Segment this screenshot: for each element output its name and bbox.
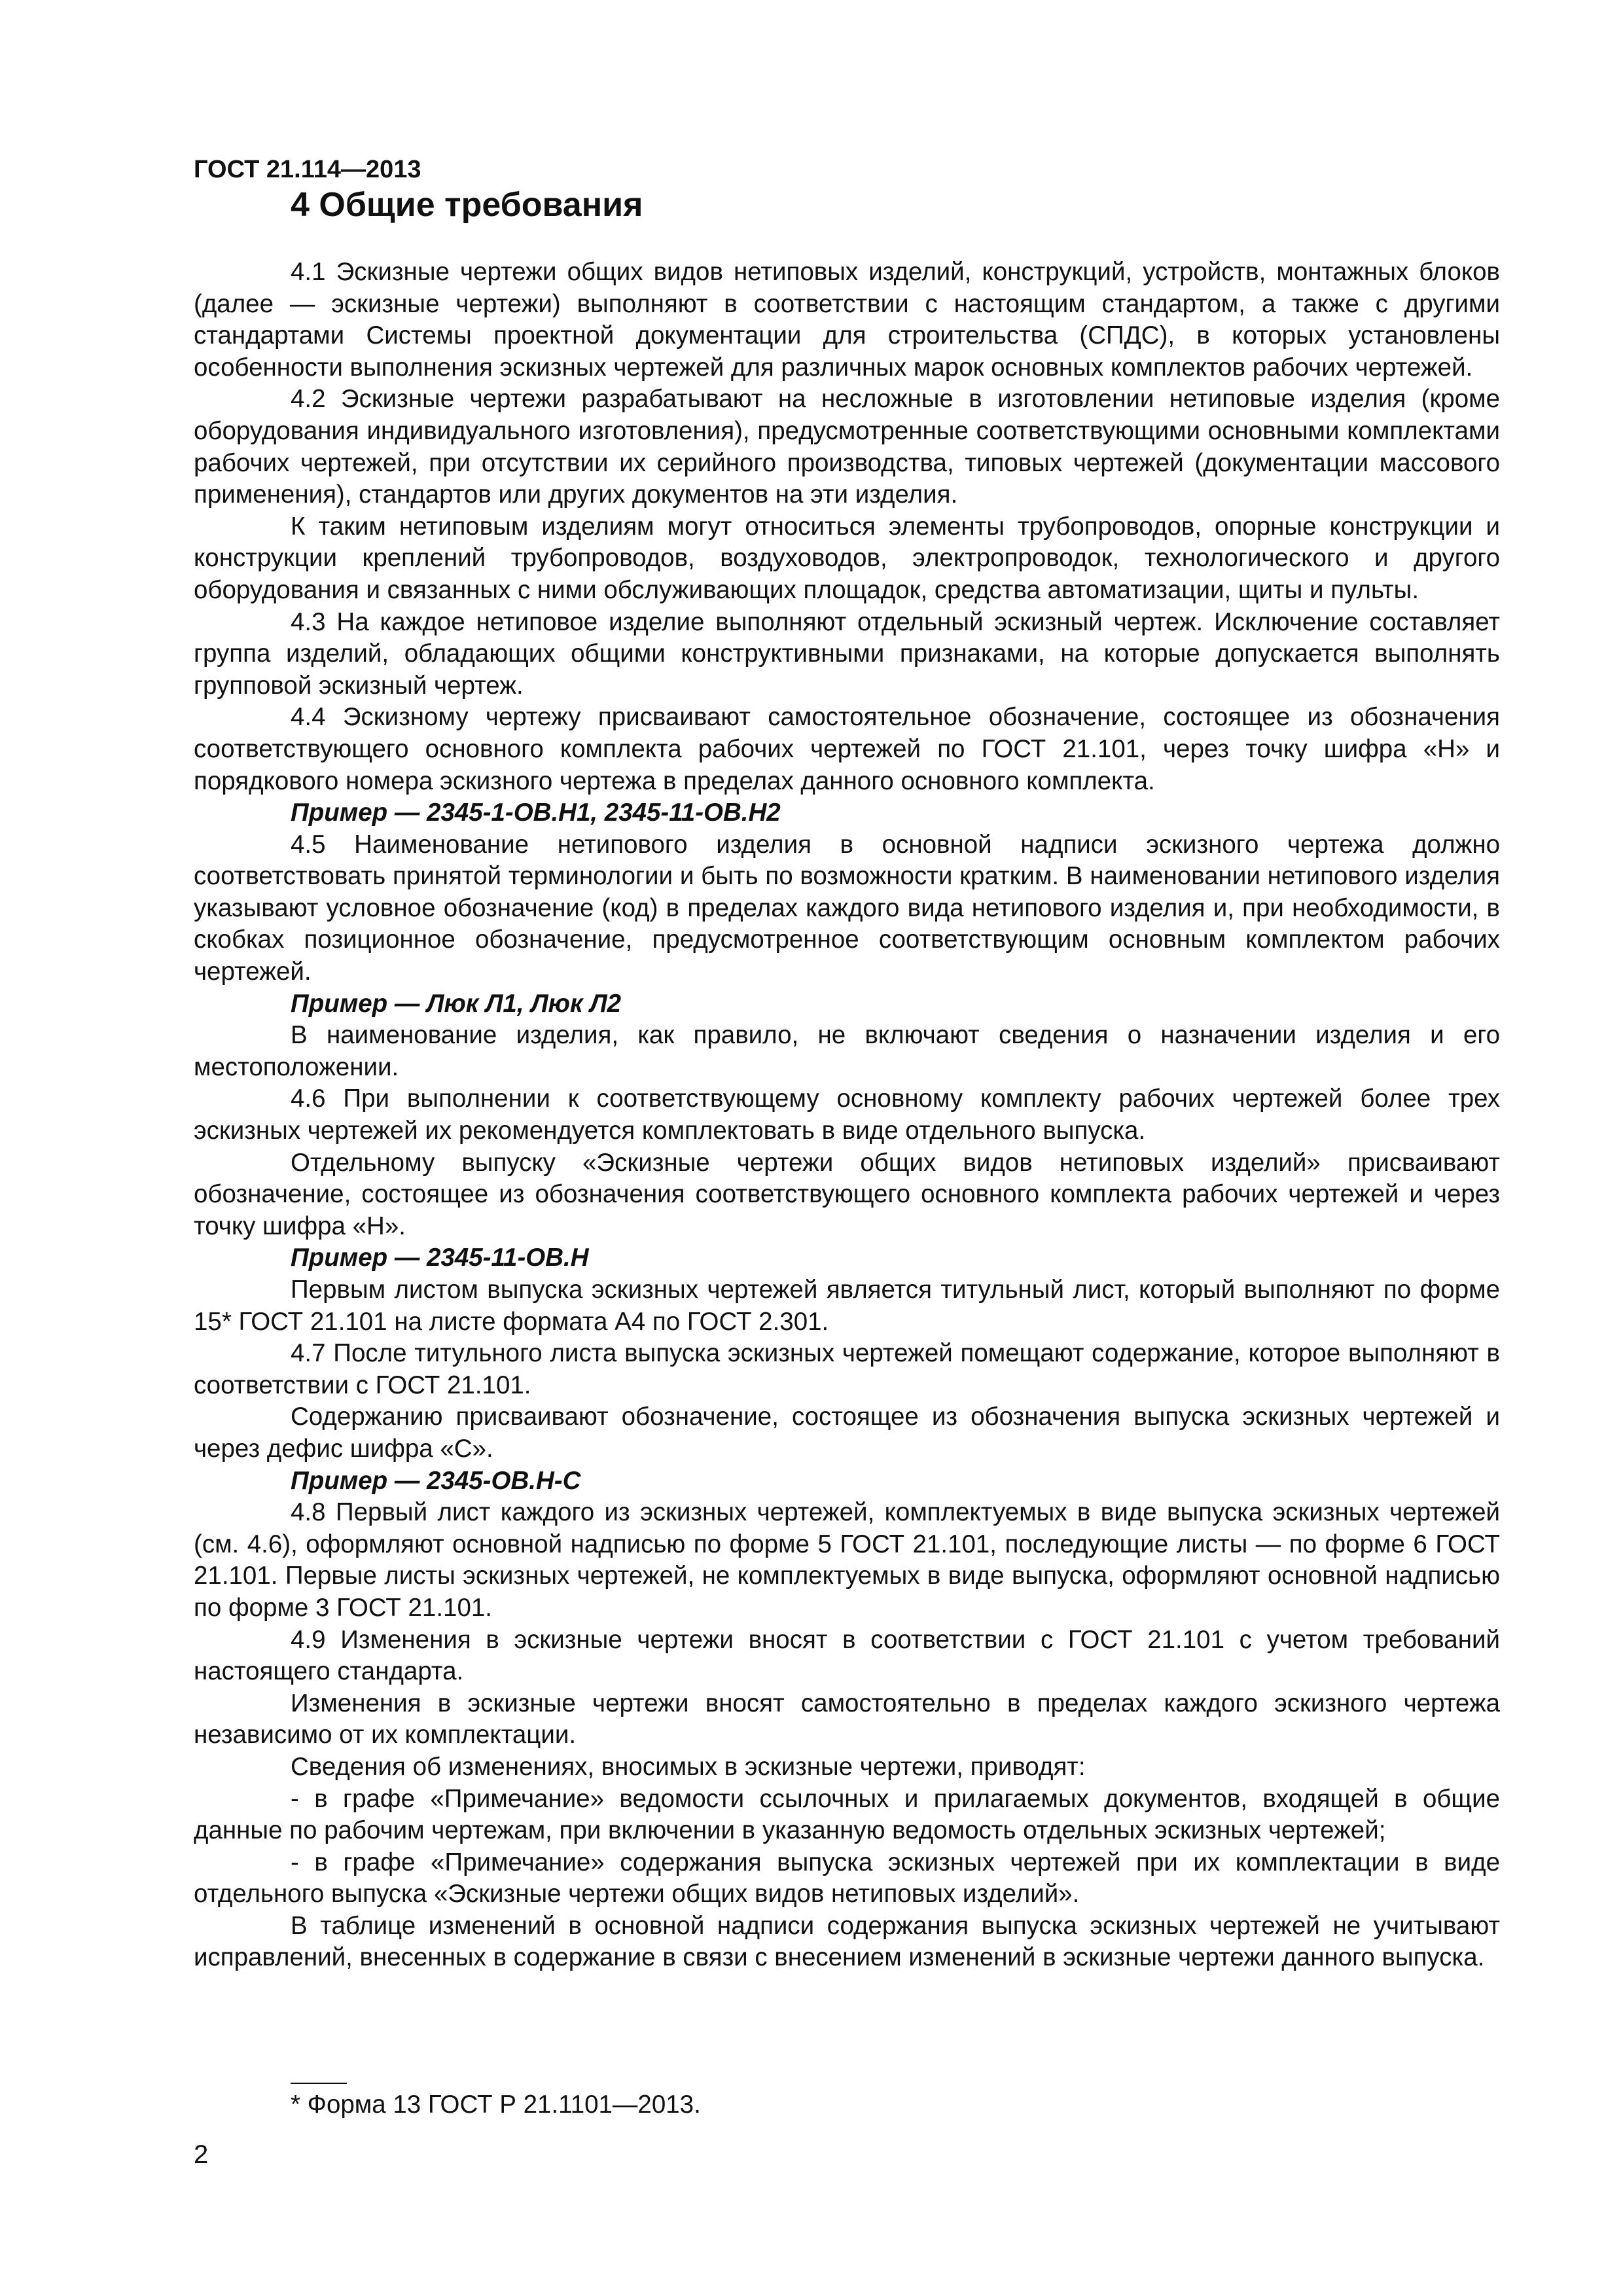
example-line: Пример — 2345-ОВ.Н-С xyxy=(291,1466,581,1495)
page-number: 2 xyxy=(194,2140,209,2169)
paragraph: Содержанию присваивают обозначение, состоящее из обозначения выпуска эскизных чертежей и через дефис шифра «С». xyxy=(194,1403,1500,1463)
paragraph-4-1: 4.1 Эскизные чертежи общих видов нетиповых изделий, конструкций, устройств, монтажных блоков (далее — эскизные чертежи) выполняют в соответствии с настоящим стандартом, а также с другими стандартами Системы проектной документации для строительства (СПДС), в которых установлены особенности выполнения эскизных чертежей для различных марок основных комплектов рабочих чертежей. xyxy=(194,258,1500,382)
paragraph-4-3: 4.3 На каждое нетиповое изделие выполняют отдельный эскизный чертеж. Исключение составляет группа изделий, обладающих общими конструктивными признаками, на которые допускается выполнять групповой эскизный чертеж. xyxy=(194,607,1500,700)
list-item: - в графе «Примечание» содержания выпуска эскизных чертежей при их комплектации в виде отдельного выпуска «Эскизные чертежи общих видов нетиповых изделий». xyxy=(194,1848,1500,1909)
paragraph-4-4: 4.4 Эскизному чертежу присваивают самостоятельное обозначение, состоящее из обозначения соответствующего основного комплекта рабочих чертежей по ГОСТ 21.101, через точку шифра «Н» и порядкового номера эскизного чертежа в пределах данного основного комплекта. xyxy=(194,703,1500,795)
footnote: * Форма 13 ГОСТ Р 21.1101—2013. xyxy=(291,2090,701,2119)
paragraph: В наименование изделия, как правило, не включают сведения о назначении изделия и его местоположении. xyxy=(194,1021,1500,1081)
list-item: - в графе «Примечание» ведомости ссылочных и прилагаемых документов, входящей в общие данные по рабочим чертежам, при включении в указанную ведомость отдельных эскизных чертежей; xyxy=(194,1784,1500,1845)
example-line: Пример — Люк Л1, Люк Л2 xyxy=(291,989,622,1018)
paragraph-4-7: 4.7 После титульного листа выпуска эскизных чертежей помещают содержание, которое выполняют в соответствии с ГОСТ 21.101. xyxy=(194,1339,1500,1399)
footnote-divider xyxy=(291,2083,347,2084)
document-body xyxy=(194,257,1500,1974)
section-title: 4 Общие требования xyxy=(291,186,643,224)
paragraph: Первым листом выпуска эскизных чертежей является титульный лист, который выполняют по форме 15* ГОСТ 21.101 на листе формата А4 по ГОСТ 2.301. xyxy=(194,1276,1500,1336)
paragraph: Сведения об изменениях, вносимых в эскизные чертежи, приводят: xyxy=(291,1752,1086,1781)
paragraph: К таким нетиповым изделиям могут относиться элементы трубопроводов, опорные конструкции и конструкции креплений трубопроводов, воздуховодов, электропроводок, технологического и другого оборудования и связанных с ними обслуживающих площадок, средства автоматизации, щиты и пульты. xyxy=(194,512,1500,604)
paragraph-4-2: 4.2 Эскизные чертежи разрабатывают на несложные в изготовлении нетиповые изделия (кроме оборудования индивидуального изготовления), предусмотренные соответствующими основными комплектами рабочих чертежей, при отсутствии их серийного производства, типовых чертежей (документации массового применения), стандартов или других документов на эти изделия. xyxy=(194,385,1500,509)
document-code-header: ГОСТ 21.114—2013 xyxy=(194,156,421,183)
paragraph: Изменения в эскизные чертежи вносят самостоятельно в пределах каждого эскизного чертежа независимо от их комплектации. xyxy=(194,1689,1500,1749)
paragraph: Отдельному выпуску «Эскизные чертежи общих видов нетиповых изделий» присваивают обозначение, состоящее из обозначения соответствующего основного комплекта рабочих чертежей и через точку шифра «Н». xyxy=(194,1148,1500,1240)
paragraph-4-5: 4.5 Наименование нетипового изделия в основной надписи эскизного чертежа должно соответствовать принятой терминологии и быть по возможности кратким. В наименовании нетипового изделия указывают условное обозначение (код) в пределах каждого вида нетипового изделия и, при необходимости, в скобках позиционное обозначение, предусмотренное соответствующим основным комплектом рабочих чертежей. xyxy=(194,830,1500,986)
paragraph-4-6: 4.6 При выполнении к соответствующему основному комплекту рабочих чертежей более трех эскизных чертежей их рекомендуется комплектовать в виде отдельного выпуска. xyxy=(194,1085,1500,1145)
paragraph-4-9: 4.9 Изменения в эскизные чертежи вносят в соответствии с ГОСТ 21.101 с учетом требований настоящего стандарта. xyxy=(194,1625,1500,1686)
paragraph-4-8: 4.8 Первый лист каждого из эскизных чертежей, комплектуемых в виде выпуска эскизных чертежей (см. 4.6), оформляют основной надписью по форме 5 ГОСТ 21.101, последующие листы — по форме 6 ГОСТ 21.101. Первые листы эскизных чертежей, не комплектуемых в виде выпуска, оформляют основной надписью по форме 3 ГОСТ 21.101. xyxy=(194,1498,1500,1622)
example-line: Пример — 2345-11-ОВ.Н xyxy=(291,1244,589,1272)
paragraph: В таблице изменений в основной надписи содержания выпуска эскизных чертежей не учитывают исправлений, внесенных в содержание в связи с внесением изменений в эскизные чертежи данного выпуска. xyxy=(194,1911,1500,1972)
example-line: Пример — 2345-1-ОВ.Н1, 2345-11-ОВ.Н2 xyxy=(291,798,781,827)
